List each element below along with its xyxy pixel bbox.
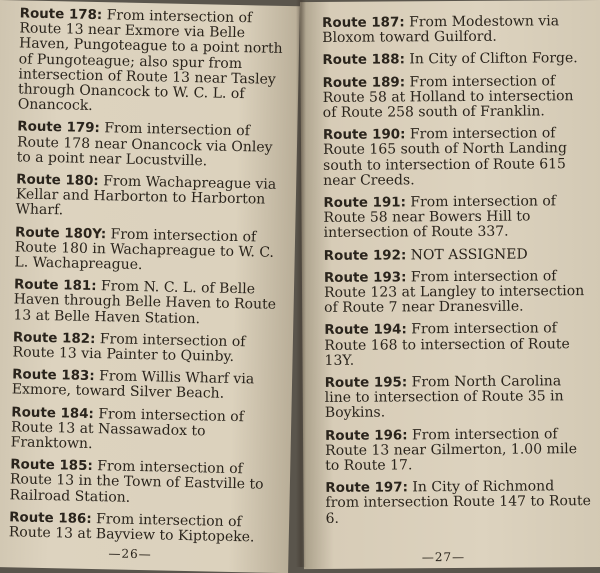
route-entry — [323, 126, 589, 189]
route-entry — [324, 269, 590, 316]
route-number: Route 179: — [17, 119, 100, 137]
route-number: Route 197: — [325, 480, 408, 497]
route-number: Route 186: — [9, 510, 92, 527]
route-description: From intersection of Route 13 near Gilmerton, 1.00 mile to Route 17. — [325, 425, 578, 475]
route-description: From intersection of Route 58 near Bowers Hill to intersection of Route 337. — [323, 193, 556, 242]
route-description: From intersection of Route 123 at Langley to intersection of Route 7 near Dranesville. — [323, 268, 585, 317]
route-number: Route 188: — [322, 52, 405, 69]
route-entry — [323, 194, 589, 241]
route-number: Route 190: — [322, 127, 406, 144]
route-entry — [12, 330, 279, 366]
route-description: From intersection of Route 13 in the Town of Eastville to Railroad Station. — [9, 458, 264, 506]
route-entry — [9, 458, 276, 509]
route-entry — [17, 120, 284, 171]
route-entry — [325, 479, 591, 526]
route-entry — [322, 14, 588, 46]
route-number: Route 196: — [324, 428, 408, 444]
route-entry — [11, 405, 278, 456]
route-number: Route 181: — [13, 277, 97, 295]
route-description: From intersection of Route 13 at Nassawadox to Franktown. — [10, 405, 245, 453]
route-entry — [323, 74, 589, 121]
route-entry — [12, 368, 279, 404]
route-entry — [14, 225, 281, 276]
right-page — [300, 0, 600, 569]
page-number: —26— — [108, 546, 152, 562]
route-entry — [325, 427, 591, 474]
route-description: From intersection of Route 13 via Painter to Quinby. — [12, 330, 246, 366]
route-description: From N. C. L. of Belle Haven through Belle Haven to Route 13 at Belle Haven Station. — [13, 278, 277, 327]
route-description: From Modestown via Bloxom toward Guilford. — [322, 13, 560, 47]
route-description: From Willis Wharf via Exmore, toward Silver Beach. — [11, 368, 255, 403]
route-entry — [325, 374, 591, 421]
route-number: Route 187: — [322, 15, 405, 31]
route-number: Route 180Y: — [14, 225, 107, 242]
route-number: Route 178: — [19, 6, 103, 24]
route-description: From intersection of Route 180 in Wachapreague to W. C. L. Wachapreague. — [14, 225, 275, 274]
route-number: Route 193: — [323, 270, 407, 286]
route-number: Route 189: — [322, 74, 406, 91]
route-number: Route 182: — [12, 330, 96, 347]
route-number: Route 194: — [324, 322, 407, 339]
route-number: Route 184: — [11, 405, 95, 422]
route-entry — [324, 322, 590, 369]
route-description: From intersection of Route 168 to intersection of Route 13Y. — [324, 320, 570, 369]
route-entry — [18, 6, 286, 118]
route-description: From intersection of Route 165 south of North Landing south to intersection of Route 615 near Creeds. — [322, 125, 567, 189]
route-number: Route 192: — [323, 247, 407, 264]
route-number: Route 191: — [323, 195, 406, 211]
route-number: Route 180: — [16, 172, 99, 190]
route-description: From Wachapreague via Kellar and Harborton to Harborton Wharf. — [15, 173, 277, 219]
route-number: Route 185: — [10, 457, 93, 475]
route-description: In City of Richmond from intersection Route 147 to Route 6. — [325, 478, 591, 527]
route-description: In City of Clifton Forge. — [404, 50, 578, 68]
route-number: Route 183: — [11, 367, 95, 385]
book-gutter — [296, 0, 306, 567]
route-entry — [324, 247, 590, 264]
page-number: —27— — [421, 549, 466, 565]
route-entry — [322, 51, 588, 68]
route-description: From intersection of Route 178 near Onancock via Onley to a point near Locustville. — [16, 120, 273, 170]
route-number: Route 195: — [324, 375, 408, 391]
route-description: From intersection of Route 58 at Holland to intersection of Route 258 south of Franklin. — [322, 72, 574, 121]
route-entry — [15, 172, 282, 223]
route-entry — [9, 510, 276, 546]
route-description: From intersection of Route 13 at Bayview to Kiptopeke. — [8, 510, 255, 546]
route-description: From intersection of Route 13 near Exmore via Belle Haven, Pungoteague to a point north of Pungoteague; also spur from intersection of Route 13 near Tasley through Onancock to W. C. L. of Onancock. — [17, 7, 283, 115]
route-description: From North Carolina line to intersection of Route 35 in Boykins. — [324, 373, 564, 422]
route-entry — [13, 278, 280, 329]
route-description: NOT ASSIGNED — [406, 246, 528, 263]
